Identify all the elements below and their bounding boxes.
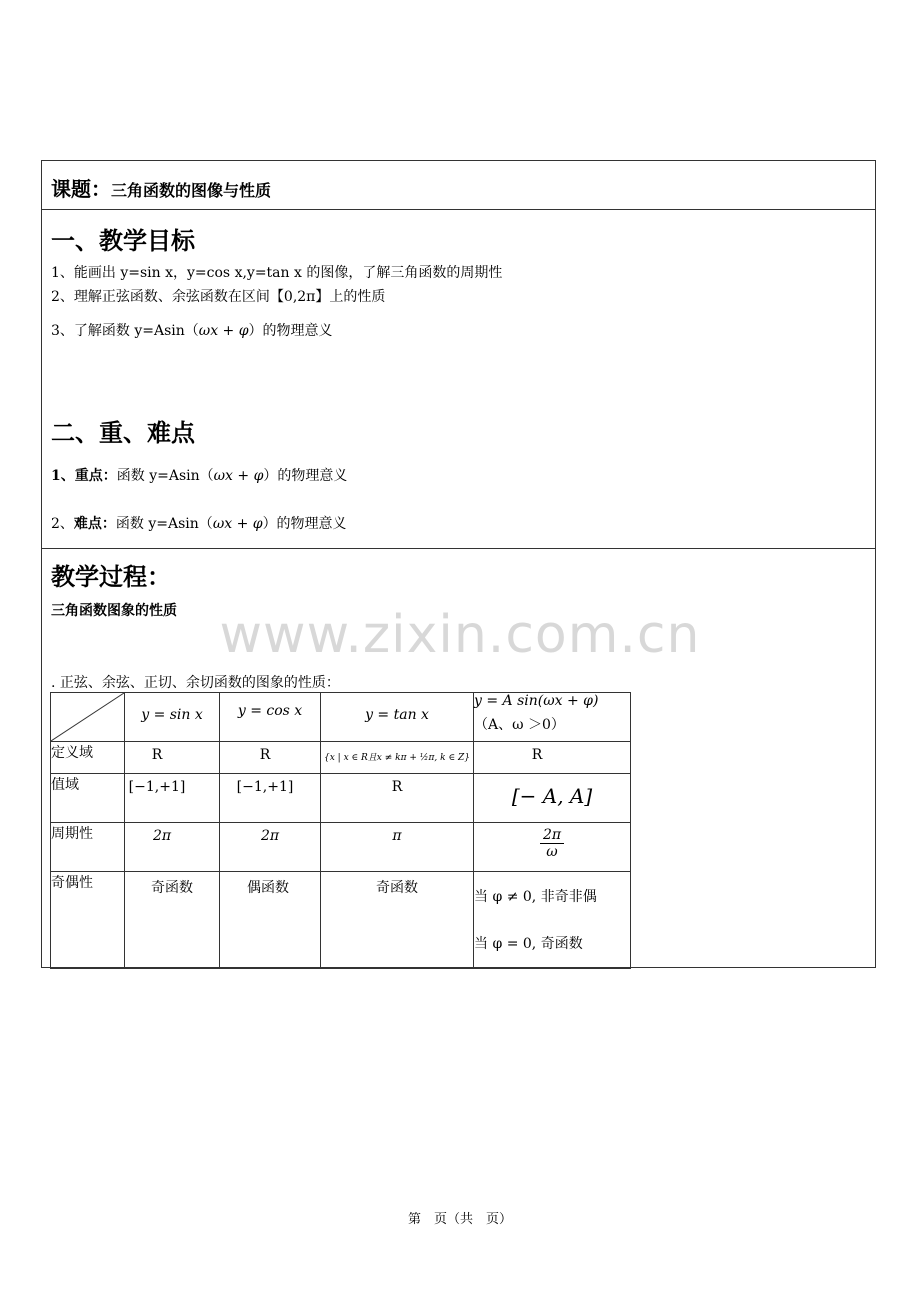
row-label-parity: 奇偶性 [51,872,125,969]
difficult-point-num: 2、 [51,516,74,532]
table-intro: . 正弦、余弦、正切、余切函数的图象的性质： [51,675,340,691]
lesson-title [51,173,271,202]
diagonal-header-cell [51,693,125,742]
table-row [51,872,631,969]
goal-item-3-math: ωx + φ [198,323,249,339]
page-footer: 第 页（共 页） [407,1212,512,1227]
watermark: www.zixin.com.cn [219,605,701,665]
domain-general: R [474,742,631,774]
period-numerator: 2π [540,827,564,844]
range-general: [− A, A] [474,774,631,823]
table-row [51,774,631,823]
difficult-point-math: ωx + φ [212,516,263,532]
row-label-period: 周期性 [51,823,125,872]
section3-subheading: 三角函数图象的性质 [51,603,177,619]
key-point [51,465,347,485]
key-point-prefix: 函数 y=Asin（ [116,468,214,484]
goal-item-1: 1、能画出 y=sin x，y=cos x,y=tan x 的图像，了解三角函数的周期性 [51,265,503,281]
parity-tan: 奇函数 [321,872,474,969]
table-row [51,823,631,872]
parity-general-case-2: 当 φ = 0, 奇函数 [474,936,583,952]
domain-sin: R [125,742,220,774]
col-header-general-formula: y = A sin(ωx + φ) [474,693,599,709]
key-point-suffix: ）的物理意义 [263,468,348,484]
period-tan: π [321,823,474,872]
parity-general-case-1: 当 φ ≠ 0, 非奇非偶 [474,889,597,905]
title-topic: 三角函数的图像与性质 [111,181,272,200]
table-header-row [51,693,631,742]
key-point-math: ωx + φ [213,468,264,484]
title-label: 课题： [51,177,111,201]
domain-cos: R [220,742,321,774]
col-header-cos: y = cos x [220,693,321,742]
goal-item-2: 2、理解正弦函数、余弦函数在区间【0,2π】上的性质 [51,289,386,305]
period-denominator: ω [546,844,558,860]
col-header-sin: y = sin x [125,693,220,742]
row-label-range: 值域 [51,774,125,823]
difficult-point-prefix: 函数 y=Asin（ [115,516,213,532]
range-cos: [−1,+1] [220,774,321,823]
parity-cos: 偶函数 [220,872,321,969]
period-cos: 2π [220,823,321,872]
goal-item-3-suffix: ）的物理意义 [248,323,333,339]
difficult-point-label: 难点： [73,516,116,532]
range-sin: [−1,+1] [125,774,220,823]
row-label-domain: 定义域 [51,742,125,774]
difficult-point-suffix: ）的物理意义 [262,516,347,532]
col-header-general-note: （A、ω ＞0） [474,717,565,733]
section3-heading: 教学过程： [51,563,171,591]
goal-item-3 [51,320,333,340]
period-general [474,823,631,872]
period-fraction [540,827,564,860]
difficult-point [51,513,347,533]
diagonal-line [51,693,125,742]
parity-general [474,872,631,969]
divider [42,209,875,210]
key-point-label: 1、重点： [51,468,117,484]
properties-table [50,692,631,969]
range-tan: R [321,774,474,823]
col-header-tan: y = tan x [321,693,474,742]
table-row [51,742,631,774]
section1-heading: 一、教学目标 [51,227,195,255]
lesson-plan-frame [41,160,876,968]
goal-item-3-prefix: 3、了解函数 y=Asin（ [51,323,199,339]
col-header-general [474,693,631,742]
domain-tan: {x | x ∈ R且x ≠ kπ + ½π, k ∈ Z} [321,742,474,774]
parity-sin: 奇函数 [125,872,220,969]
divider [42,548,875,549]
section2-heading: 二、重、难点 [51,419,195,447]
period-sin: 2π [125,823,220,872]
